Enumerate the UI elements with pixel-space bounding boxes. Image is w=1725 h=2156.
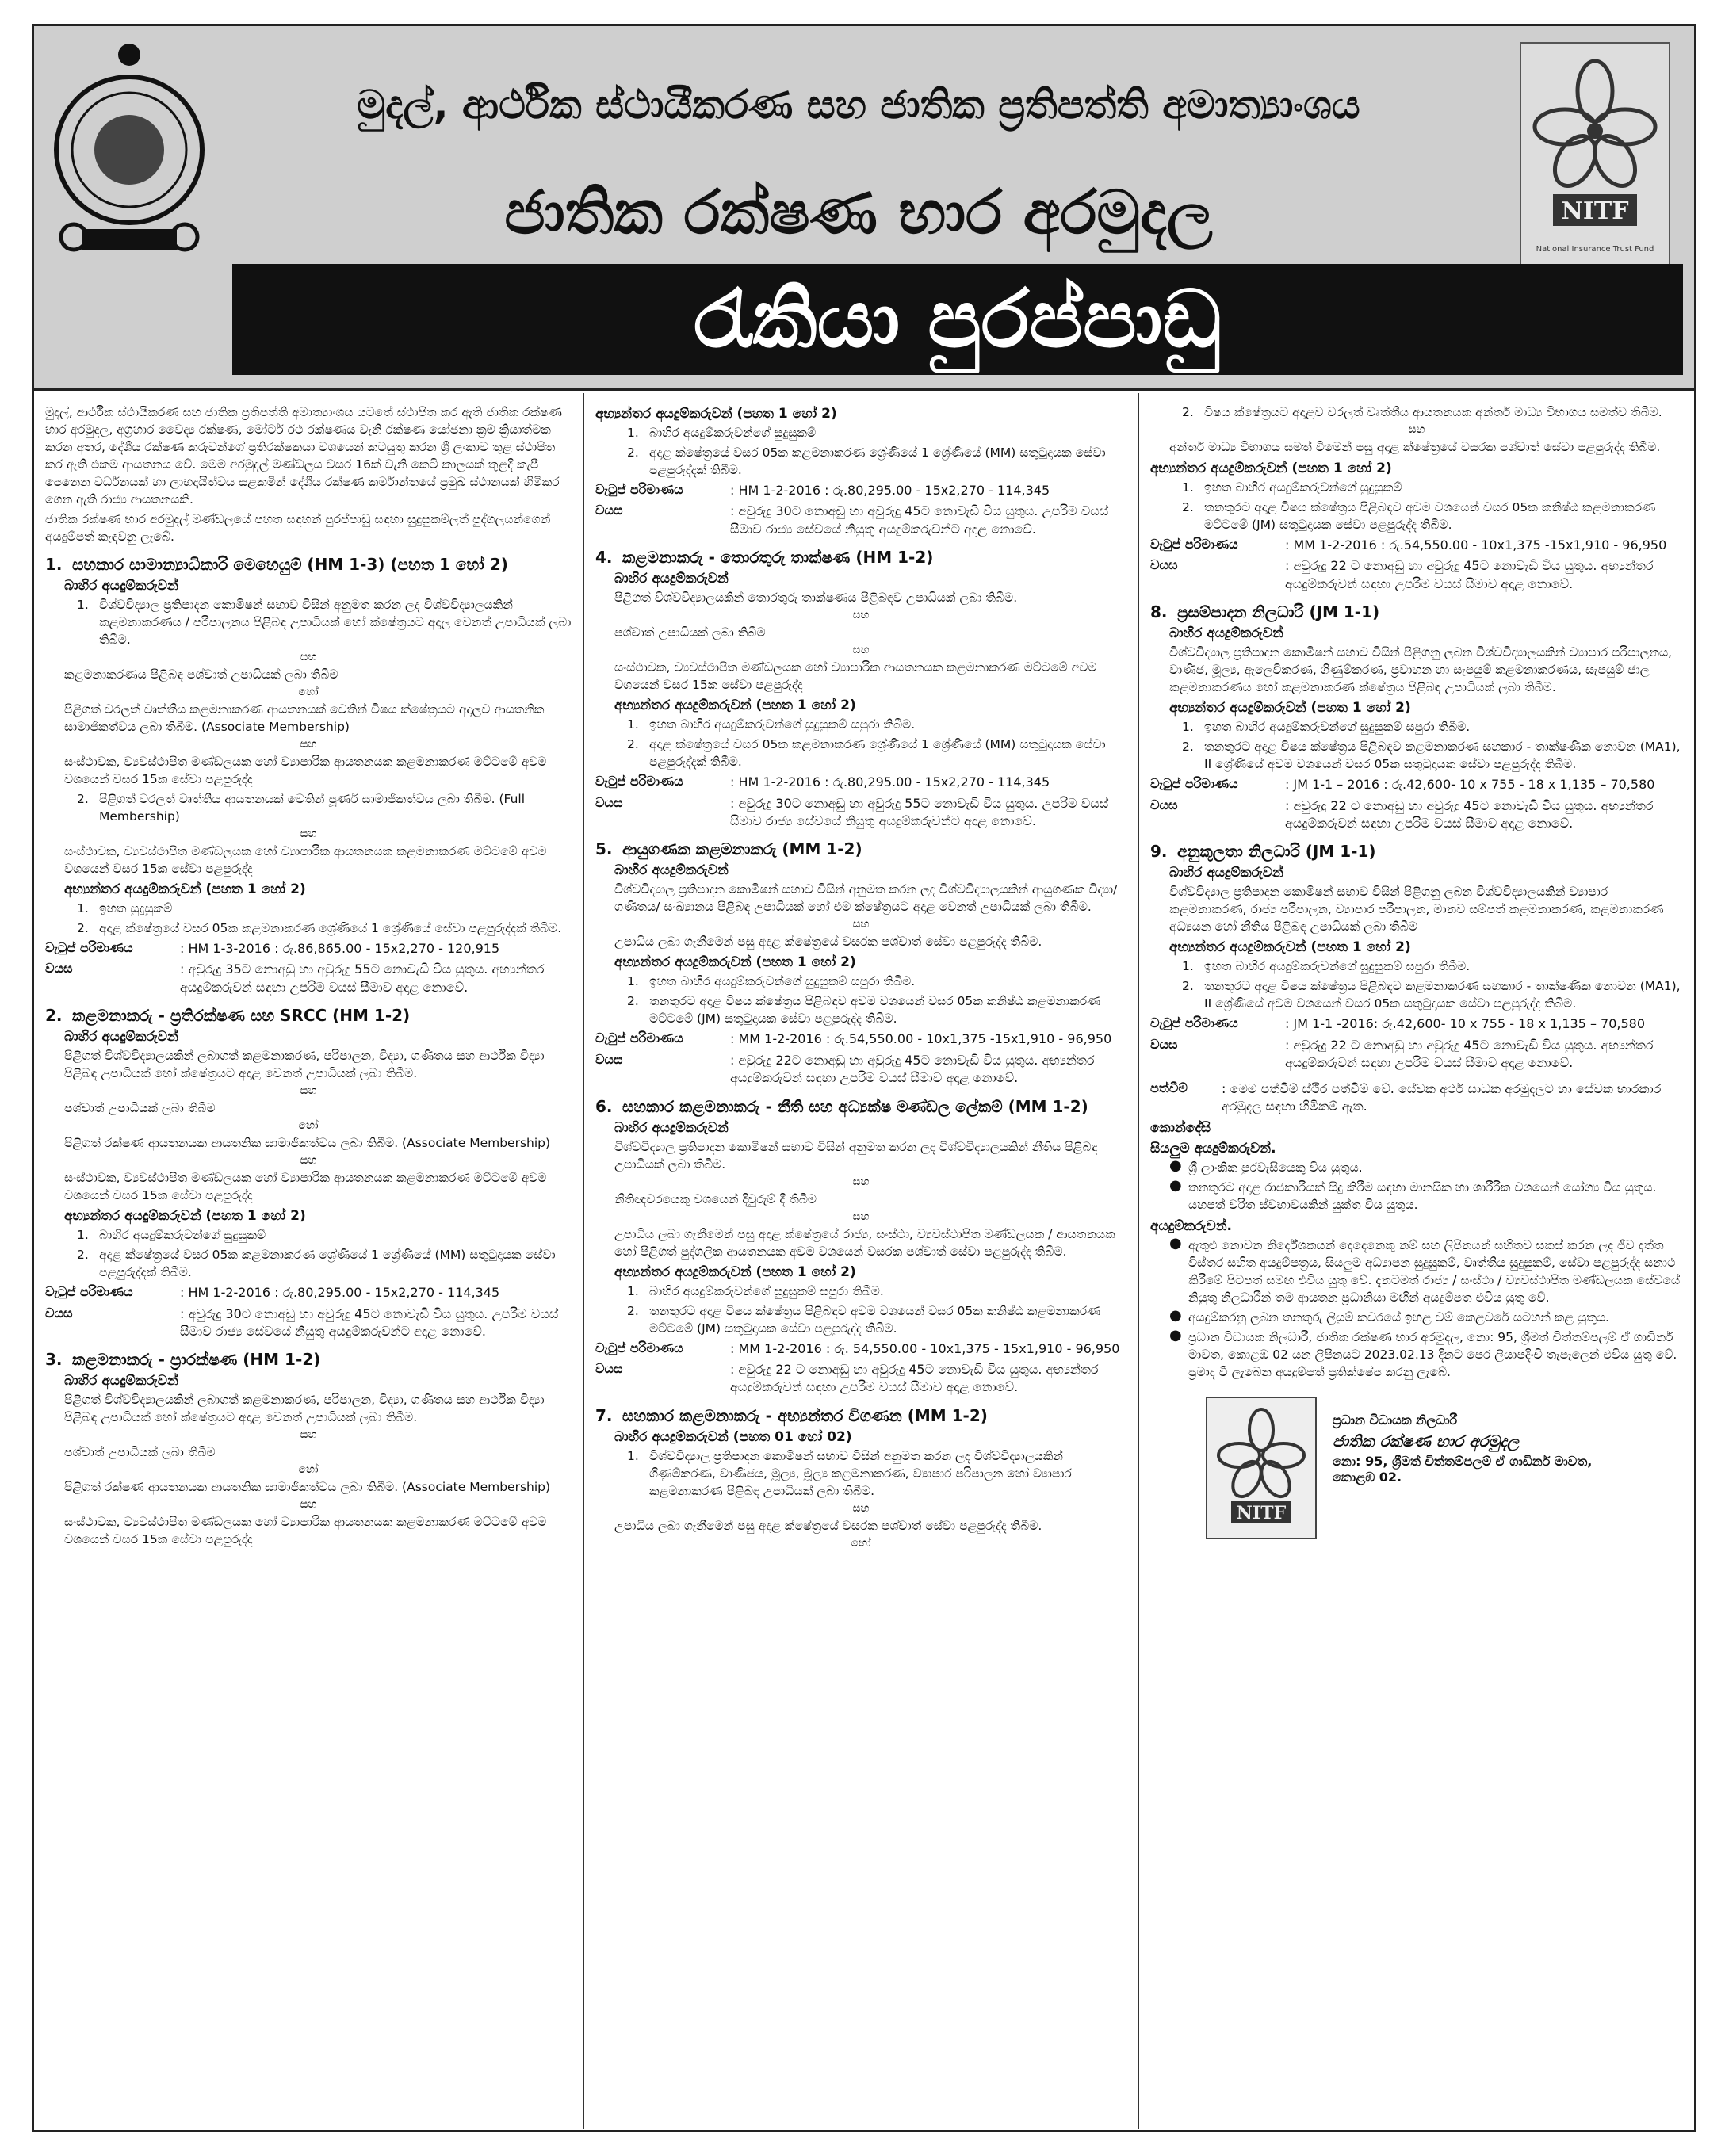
subheading: බාහිර අයදුම්කරුවන්	[614, 862, 729, 879]
bullet-item: ● ප්‍රධාන විධායක නිලධාරී, ජාතික රක්ෂණ භාර අරමුදල, නො: 95, ශ්‍රීමත් චිත්තම්පලම් ඒ ගාඩිනර් මාවත, කොළඹ 02 යන ලිපිනයට 2023.02.13 දිනට පෙර ලියාපදිංචි තැපෑලෙන් එවිය යුතු වේ. ප්‍රමාද වී ලැබෙන අයදුම්පත් ප්‍රතික්ෂේප කරනු ලැබේ.	[1169, 1327, 1677, 1380]
requirement: උපාධිය ලබා ගැනීමෙන් පසු අදාළ ක්ෂේත්‍රයේ රාජ්‍ය, සංස්ථා, ව්‍යවස්ථාපිත මණ්ඩලයක / ආයතනයක හෝ පිළිගත් පුද්ගලික ආයතනයක අවම වශයෙන් වසරක පශ්චාත් සේවා පළපුරුද්ද තිබීම.	[614, 1226, 1115, 1259]
salary-row: වැටුප් පරිමාණය : HM 1-2-2016 : රු.80,295.00 - 15x2,270 - 114,345	[595, 482, 1050, 498]
requirement: පිළිගත් රක්ෂණ ආයතනයක ආයතනික සාමාජිකත්වය ලබා තිබීම. (Associate Membership)	[64, 1136, 551, 1151]
conditions-heading: කොන්දේසි	[1150, 1120, 1211, 1137]
subheading: බාහිර අයදුම්කරුවන්	[614, 571, 729, 587]
list-item: 1. ඉහත බාහිර අයදුම්කරුවන්ගේ සුදුසුකම් සපුරා තිබීම.	[627, 717, 916, 732]
requirement: පිළිගත් විශ්වවිද්‍යාලයකින් ලබාගත් කළමනාකරණ, පරිපාලන, විද්‍යා, ගණිතය සහ ආර්ථික විද්‍යා පිළිබඳ උපාධියක් හෝ ක්ෂේත්‍රයට අදාළ වෙනත් උපාධියක් ලබා තිබීම.	[64, 1393, 545, 1425]
list-item: 2. තනතුරට අදාළ විෂය ක්ෂේත්‍රය පිළිබඳව අවම වශයෙන් වසර 05ක කනිෂ්ඨ කළමනාකරණ මට්ටමේ (JM) සතුටුදායක සේවා පළපුරුද්ද තිබීම.	[627, 994, 1101, 1026]
requirement: විශ්වවිද්‍යාල ප්‍රතිපාදන කොමිෂන් සභාව විසින් පිළිගනු ලබන විශ්වවිද්‍යාලයකින් ව්‍යාපාර කළමනාකරණ, රාජ්‍ය පරිපාලන, ව්‍යාපාර පරිපාලන, මානව සම්පත් කළමනාකරණ, කළමනාකරණ අධ්‍යයන හෝ නීතිය පිළිබඳ උපාධියක් ලබා තිබීම	[1169, 885, 1664, 935]
subheading: අභ්‍යන්තර අයදුම්කරුවන් (පහත 1 හෝ 2)	[595, 406, 837, 422]
signatory-org: ජාතික රක්ෂණ භාර අරමුදල	[1333, 1432, 1520, 1451]
subheading: අභ්‍යන්තර අයදුම්කරුවන් (පහත 1 හෝ 2)	[64, 881, 306, 897]
bullet-item: ● අයදුම්කරනු ලබන තනතුරු ලියුම් කවරයේ ඉහළ වම් කෙළවරේ සටහන් කළ යුතුය.	[1169, 1307, 1609, 1325]
conjunction: සහ	[300, 1084, 317, 1098]
appointment-row: පත්වීම් : මෙම පත්වීම් ස්ථිර පත්වීම් වේ. සේවක අර්ථ සාධක අරමුදලට හා සේවක භාරකාර අරමුදල සඳහා හිමිකම් ඇත.	[1150, 1080, 1662, 1114]
list-item: 1. බාහිර අයදුම්කරුවන්ගේ සුදුසුකම් සපුරා තිබීම.	[627, 1283, 884, 1298]
subheading: අභ්‍යන්තර අයදුම්කරුවන් (පහත 1 හෝ 2)	[614, 1263, 856, 1280]
logo-text: NITF	[1236, 1503, 1287, 1524]
subheading: බාහිර අයදුම්කරුවන්	[614, 1119, 729, 1136]
requirement: විශ්වවිද්‍යාල ප්‍රතිපාදන කොමිෂන් සභාව විසින් අනුමත කරන ලද විශ්වවිද්‍යාලයකින් ආයුගණක විද්‍යා/ගණිතය/ සංඛ්‍යානය පිළිබඳ උපාධියක් හෝ එම ක්ෂේත්‍රයට අදාළ වෙනත් උපාධියක් ලබා තිබීම.	[614, 882, 1118, 915]
salary-row: වැටුප් පරිමාණය : MM 1-2-2016 : රු. 54,550.00 - 10x1,375 - 15x1,910 - 96,950	[595, 1340, 1120, 1356]
post-heading: 5. ආයුගණක කළමනාකරු (MM 1-2)	[595, 839, 862, 859]
salary-row: වැටුප් පරිමාණය : HM 1-2-2016 : රු.80,295.00 - 15x2,270 - 114,345	[45, 1284, 500, 1301]
age-row: වයස : අවුරුදු 22 ට නොඅඩු හා අවුරුදු 45ට නොවැඩි විය යුතුය. අභ්‍යන්තර අයදුම්කරුවන් සඳහා උපරිම වයස් සීමාව අදාළ නොවේ.	[1150, 797, 1654, 831]
conjunction: සහ	[852, 1501, 870, 1515]
subheading: අභ්‍යන්තර අයදුම්කරුවන් (පහත 1 හෝ 2)	[1169, 700, 1411, 717]
requirement: පිළිගත් විශ්වවිද්‍යාලයකින් තොරතුරු තාක්ෂණය පිළිබඳව උපාධියක් ලබා තිබීම.	[614, 591, 1018, 606]
salary-row: වැටුප් පරිමාණය : MM 1-2-2016 : රු.54,550.00 - 10x1,375 -15x1,910 - 96,950	[1150, 537, 1667, 552]
list-item: 1. බාහිර අයදුම්කරුවන්ගේ සුදුසුකම්	[627, 426, 817, 440]
requirement: නීතිඥවරයෙකු වශයෙන් දිවුරුම් දී තිබීම	[614, 1191, 817, 1206]
list-item: 2. තනතුරට අදාළ විෂය ක්ෂේත්‍රය පිළිබඳව කළමනාකරණ සහකාර - තාක්ෂණික නොවන (MA1), II ශ්‍රේණියේ අවම වශයෙන් වසර 05ක සතුටුදායක සේවා පළපුරුද්ද තිබීම.	[1182, 740, 1681, 772]
requirement: උපාධිය ලබා ගැනීමෙන් පසු අදාළ ක්ෂේත්‍රයේ වසරක පශ්චාත් සේවා පළපුරුද්ද තිබීම.	[614, 935, 1042, 950]
salary-row: වැටුප් පරිමාණය : HM 1-2-2016 : රු.80,295.00 - 15x2,270 - 114,345	[595, 774, 1050, 790]
list-item: 2. අදාළ ක්ෂේත්‍රයේ වසර 05ක කළමනාකරණ ශ්‍රේණියේ 1 ශ්‍රේණියේ (MM) සතුටුදායක සේවා පළපුරුද්දක් තිබීම.	[77, 1248, 556, 1280]
list-item: 1. විශ්වවිද්‍යාල ප්‍රතිපාදන කොමිෂන් සභාව විසින් අනුමත කරන ලද විශ්වවිද්‍යාලයකින් ගිණුම්කරණ, වාණිජය, මූල්‍ය, මූල්‍ය කළමනාකරණ, ව්‍යාපාර පරිපාලන හෝ ව්‍යාපාර කළමනාකරණ පිළිබඳ උපාධියක් ලබා තිබීම.	[627, 1448, 1072, 1498]
column-2	[584, 393, 1139, 2129]
list-item: 1. ඉහත බාහිර අයදුම්කරුවන්ගේ සුදුසුකම් සපුරා තිබීම.	[1182, 959, 1471, 974]
requirement: පිළිගත් විශ්වවිද්‍යාලයකින් ලබාගත් කළමනාකරණ, පරිපාලන, විද්‍යා, ගණිතය සහ ආර්ථික විද්‍යා පිළිබඳ උපාධියක් හෝ ක්ෂේත්‍රයට අදාළ වෙනත් උපාධියක් ලබා තිබීම.	[64, 1049, 545, 1081]
subheading: අභ්‍යන්තර අයදුම්කරුවන් (පහත 1 හෝ 2)	[614, 954, 856, 971]
list-item: 2. තනතුරට අදාළ විෂය ක්ෂේත්‍රය පිළිබඳව කළමනාකරණ සහකාර - තාක්ෂණික නොවන (MA1), II ශ්‍රේණියේ අවම වශයෙන් වසර 05ක සතුටුදායක සේවා පළපුරුද්ද තිබීම.	[1182, 979, 1681, 1011]
requirement: පිළිගත් රක්ෂණ ආයතනයක ආයතනික සාමාජිකත්වය ලබා තිබීම. (Associate Membership)	[64, 1480, 551, 1495]
list-item: 1. ඉහත සුදුසුකම්	[77, 901, 173, 916]
subheading: අභ්‍යන්තර අයදුම්කරුවන් (පහත 1 හෝ 2)	[64, 1208, 306, 1225]
requirement: පශ්චාත් උපාධියක් ලබා තිබීම	[64, 1445, 216, 1460]
requirement: අන්තර් මාධ්‍ය විභාගය සමත් වීමෙන් පසු අදාළ ක්ෂේත්‍රයේ වසරක පශ්චාත් සේවා පළපුරුද්ද තිබීම.	[1169, 440, 1661, 454]
bullet-item: ● ශ්‍රී ලාංකික පුරවැසියෙකු විය යුතුය.	[1169, 1157, 1363, 1175]
post-heading: 4. කළමනාකරු - තොරතුරු තාක්ෂණ (HM 1-2)	[595, 548, 934, 568]
body-columns	[34, 393, 1694, 2129]
requirement: සංස්ථාවක, ව්‍යවස්ථාපිත මණ්ඩලයක හෝ ව්‍යාපාරික ආයතනයක කළමනාකරණ මට්ටමේ අවම වශයෙන් වසර 15ක සේවා පළපුරුද්ද	[614, 660, 1097, 693]
post-heading: 7. සහකාර කළමනාකරු - අභ්‍යන්තර විගණන (MM 1-2)	[595, 1405, 988, 1425]
subheading: බාහිර අයදුම්කරුවන්	[64, 1029, 178, 1046]
nitf-logo	[1520, 42, 1670, 272]
subheading: බාහිර අයදුම්කරුවන්	[64, 1373, 178, 1390]
bullet-item: ● ඇතුළු නොවන නිර්දේශකයන් දෙදෙනෙකු නම් සහ ලිපිනයන් සහිතව සකස් කරන ලද ජීව දත්ත විස්තර සහිත අයදුම්පත්‍රය, සියලුම අධ්‍යාපන සුදුසුකම්, වෘත්තීය සුදුසුකම්, සේවා පළපුරුද්ද සනාථ කිරීමේ පිටපත් සමඟ එවිය යුතු වේ. දැනටමත් රාජ්‍ය / සංස්ථා / ව්‍යවස්ථාපිත මණ්ඩලයක සේවයේ නියුතු නිලධාරීන් තම ආයතන ප්‍රධානියා මඟින් අයදුම්පත එවිය යුතු වේ.	[1169, 1235, 1681, 1305]
list-item: 2. අදාළ ක්ෂේත්‍රයේ වසර 05ක කළමනාකරණ ශ්‍රේණියේ 1 ශ්‍රේණියේ (MM) සතුටුදායක සේවා පළපුරුද්දක් තිබීම.	[627, 445, 1106, 477]
list-item: 2. විෂය ක්ෂේත්‍රයට අදාළව වරලත් වෘත්තීය ආයතනයක අන්තර් මාධ්‍ය විභාගය සමත්ව තිබීම.	[1182, 405, 1662, 419]
age-row: වයස : අවුරුදු 30ට නොඅඩු හා අවුරුදු 45ට නොවැඩි විය යුතුය. උපරිම වයස් සීමාව රාජ්‍ය සේවයේ නියුතු අයදුම්කරුවන්ට අදාළ නොවේ.	[595, 503, 1109, 537]
list-item: 1. බාහිර අයදුම්කරුවන්ගේ සුදුසුකම්	[77, 1228, 266, 1243]
conjunction: සහ	[852, 1210, 870, 1223]
signatory-city: කොළඹ 02.	[1333, 1470, 1402, 1485]
age-row: වයස : අවුරුදු 22 ට නොඅඩු හා අවුරුදු 45ට නොවැඩි විය යුතුය. අභ්‍යන්තර අයදුම්කරුවන් සඳහා උපරිම වයස් සීමාව අදාළ නොවේ.	[595, 1360, 1099, 1395]
list-item: 2. අදාළ ක්ෂේත්‍රයේ වසර 05ක කළමනාකරණ ශ්‍රේණියේ 1 ශ්‍රේණියේ සේවා පළපුරුද්දක් තිබීම.	[77, 921, 562, 935]
salary-row: වැටුප් පරිමාණය : HM 1-3-2016 : රු.86,865.00 - 15x2,270 - 120,915	[45, 940, 500, 956]
list-item: 2. තනතුරට අදාළ විෂය ක්ෂේත්‍රය පිළිබඳව අවම වශයෙන් වසර 05ක කනිෂ්ඨ කළමනාකරණ මට්ටමේ (JM) සතුටුදායක සේවා පළපුරුද්ද තිබීම.	[627, 1303, 1101, 1336]
logo-caption: National Insurance Trust Fund	[1536, 245, 1654, 254]
conjunction: සහ	[1408, 423, 1425, 436]
flower-icon	[1521, 44, 1669, 270]
salary-row: වැටුප් පරිමාණය : MM 1-2-2016 : රු.54,550.00 - 10x1,375 -15x1,910 - 96,950	[595, 1030, 1112, 1047]
requirement: පශ්චාත් උපාධියක් ලබා තිබීම	[64, 1101, 216, 1116]
conjunction: සහ	[300, 651, 317, 663]
vacancies-banner: රැකියා පුරප්පාඩු	[232, 264, 1683, 375]
intro-paragraph: ජාතික රක්ෂණ භාර අරමුදල් මණ්ඩලයේ පහත සඳහන් පුරප්පාඩු සඳහා සුදුසුකම්ලත් පුද්ගලයන්ගෙන් අයදුම්පත් කැඳවනු ලැබේ.	[45, 512, 551, 544]
requirement: සංස්ථාවක, ව්‍යවස්ථාපිත මණ්ඩලයක හෝ ව්‍යාපාරික ආයතනයක කළමනාකරණ මට්ටමේ අවම වශයෙන් වසර 15ක සේවා පළපුරුද්ද	[64, 844, 547, 876]
header	[34, 26, 1694, 391]
requirement: සංස්ථාවක, ව්‍යවස්ථාපිත මණ්ඩලයක හෝ ව්‍යාපාරික ආයතනයක කළමනාකරණ මට්ටමේ අවම වශයෙන් වසර 15ක සේවා පළපුරුද්ද	[64, 1171, 547, 1203]
requirement: කළමනාකරණය පිළිබඳ පශ්චාත් උපාධියක් ලබා තිබීම	[64, 667, 338, 682]
conjunction: සහ	[300, 828, 317, 840]
subheading: අභ්‍යන්තර අයදුම්කරුවන් (පහත 1 හෝ 2)	[1169, 939, 1411, 956]
fund-name: ජාතික රක්ෂණ භාර අරමුදල	[504, 177, 1213, 247]
nitf-logo-small	[1206, 1397, 1317, 1539]
conjunction: සහ	[300, 1428, 317, 1442]
conjunction: සහ	[852, 609, 870, 622]
logo-text: NITF	[1561, 197, 1629, 225]
requirement: විශ්වවිද්‍යාල ප්‍රතිපාදන කොමිෂන් සභාව විසින් පිළිගනු ලබන විශ්වවිද්‍යාලයකින් ව්‍යාපාර පරිපාලනය, වාණිජ, මූල්‍ය, ඇලෙවිකරණ, ගිණුම්කරණ, ප්‍රවාහන හා සැපයුම් කළමනාකරණය, සැපයුම් ජාල කළමනාකරණය හෝ කළමනාකරණ ක්ෂේත්‍රය පිළිබඳ උපාධියක් ලබා තිබීම.	[1169, 645, 1673, 695]
list-item: 1. ඉහත බාහිර අයදුම්කරුවන්ගේ සුදුසුකම්	[1182, 480, 1402, 495]
conjunction: සහ	[852, 644, 870, 657]
age-row: වයස : අවුරුදු 22 ට නොඅඩු හා අවුරුදු 45ට නොවැඩි විය යුතුය. අභ්‍යන්තර අයදුම්කරුවන් සඳහා උපරිම වයස් සීමාව අදාළ නොවේ.	[1150, 557, 1654, 591]
intro-paragraph: මුදල්, ආර්ථික ස්ථායීකරණ සහ ජාතික ප්‍රතිපත්ති අමාත්‍යාංශය යටතේ ස්ථාපිත කර ඇති ජාතික රක්ෂණ භාර අරමුදල, අග්‍රහාර වෛද්‍ය රක්ෂණ, මෝටර් රථ රක්ෂණය වැනි රක්ෂණ යෝජනා ක්‍රම ක්‍රියාත්මක කරන අතර, දේශීය රක්ෂණ කරුවන්ගේ ප්‍රතිරක්ෂකයා වශයෙන් කටයුතු කරන ශ්‍රී ලංකාව තුළ ස්ථාපිත කර ඇති එකම ආයතනය වේ. මෙම අරමුදල් මණ්ඩලය වසර 16ක් වැනි කෙටි කාලයක් තුළදී කැපී පෙනෙන වර්ධනයක් හා ලාභදායීත්වය සළකමින් දේශීය රක්ෂණ කර්මාන්තයේ ප්‍රමුඛ ස්ථානයක් හිමිකර ගෙන ඇති රාජ්‍ය ආයතනයකි.	[45, 405, 562, 507]
signature-block	[1150, 1397, 1683, 1555]
post-heading: 1. සහකාර සාමාන්‍යාධිකාරි මෙහෙයුම් (HM 1-3) (පහත 1 හෝ 2)	[45, 555, 508, 574]
conjunction: සහ	[852, 918, 870, 931]
requirement: උපාධිය ලබා ගැනීමෙන් පසු අදාළ ක්ෂේත්‍රයේ වසරක පශ්චාත් සේවා පළපුරුද්ද තිබීම.	[614, 1518, 1042, 1533]
subheading: අභ්‍යන්තර අයදුම්කරුවන් (පහත 1 හෝ 2)	[1150, 461, 1392, 476]
subheading: බාහිර අයදුම්කරුවන්	[1169, 865, 1283, 881]
conjunction: සහ	[300, 1498, 317, 1512]
age-row: වයස : අවුරුදු 30ට නොඅඩු හා අවුරුදු 45ට නොවැඩි විය යුතුය. උපරිම වයස් සීමාව රාජ්‍ය සේවයේ නියුතු අයදුම්කරුවන්ට අදාළ නොවේ.	[45, 1305, 559, 1339]
list-item: 2. තනතුරට අදාළ විෂය ක්ෂේත්‍රය පිළිබඳව අවම වශයෙන් වසර 05ක කනිෂ්ඨ කළමනාකරණ මට්ටමේ (JM) සතුටුදායක සේවා පළපුරුද්ද තිබීම.	[1182, 500, 1656, 532]
list-item: 1. ඉහත බාහිර අයදුම්කරුවන්ගේ සුදුසුකම් සපුරා තිබීම.	[627, 974, 916, 989]
salary-row: වැටුප් පරිමාණය : JM 1-1 – 2016 : රු.42,600- 10 x 755 - 18 x 1,135 – 70,580	[1150, 776, 1655, 793]
list-item: 1. ඉහත බාහිර අයදුම්කරුවන්ගේ සුදුසුකම් සපුරා තිබීම.	[1182, 720, 1471, 735]
list-item: 2. පිළිගත් වරලත් වෘත්තීය ආයතනයක් වෙතින් පූර්ණ සාමාජිකත්වය ලබා තිබීම. (Full Membership)	[77, 792, 526, 824]
requirement: සංස්ථාවක, ව්‍යවස්ථාපිත මණ්ඩලයක හෝ ව්‍යාපාරික ආයතනයක කළමනාකරණ මට්ටමේ අවම වශයෙන් වසර 15ක සේවා පළපුරුද්ද	[64, 1515, 547, 1547]
requirement: පශ්චාත් උපාධියක් ලබා තිබීම	[614, 625, 766, 640]
subheading: බාහිර අයදුම්කරුවන්	[1169, 625, 1283, 642]
national-emblem-icon	[50, 39, 208, 277]
salary-row: වැටුප් පරිමාණය : JM 1-1 -2016: රු.42,600- 10 x 755 - 18 x 1,135 – 70,580	[1150, 1015, 1646, 1032]
column-3	[1139, 393, 1694, 2129]
requirement: පිළිගත් වරලත් වෘත්තීය කළමනාකරණ ආයතනයක් වෙතින් විෂය ක්ෂේත්‍රයට අදාලව ආයතනික සාමාජිකත්වය ලබා තිබීම. (Associate Membership)	[64, 702, 545, 734]
column-1	[34, 393, 584, 2129]
post-heading: 9. අනුකූලතා නිලධාරි (JM 1-1)	[1150, 842, 1376, 862]
list-item: 1. විශ්වවිද්‍යාල ප්‍රතිපාදන කොමිෂන් සභාව විසින් අනුමත කරන ලද විශ්වවිද්‍යාලයකින් කළමනාකරණය / පරිපාලනය පිළිබඳ උපාධියක් හෝ ක්ෂේත්‍රයට අදාල වෙනත් උපාධියක් ලබා තිබීම.	[77, 598, 572, 647]
post-heading: 3. කළමනාකරු - ප්‍රාරක්ෂණ (HM 1-2)	[45, 1350, 321, 1370]
post-heading: 6. සහකාර කළමනාකරු - නීති සහ අධ්‍යක්ෂ මණ්ඩල ලේකම් (MM 1-2)	[595, 1096, 1088, 1116]
list-item: 2. අදාළ ක්ෂේත්‍රයේ වසර 05ක කළමනාකරණ ශ්‍රේණියේ 1 ශ්‍රේණියේ (MM) සතුටුදායක සේවා පළපුරුද්දක් තිබීම.	[627, 737, 1106, 770]
conjunction: සහ	[852, 1175, 870, 1188]
flower-icon	[1207, 1398, 1315, 1538]
subheading: අභ්‍යන්තර අයදුම්කරුවන් (පහත 1 හෝ 2)	[614, 698, 856, 714]
signatory-address: නො: 95, ශ්‍රීමත් චිත්තම්පලම් ඒ ගාඩිනර් මාවත,	[1333, 1454, 1593, 1470]
age-row: වයස : අවුරුදු 30ට නොඅඩු හා අවුරුදු 55ට නොවැඩි විය යුතුය. උපරිම වයස් සීමාව රාජ්‍ය සේවයේ නියුතු අයදුම්කරුවන්ට අදාළ නොවේ.	[595, 794, 1109, 828]
notice	[32, 24, 1696, 2132]
all-applicants-heading: සියලුම අයදුම්කරුවන්.	[1150, 1141, 1276, 1157]
age-row: වයස : අවුරුදු 35ට නොඅඩු හා අවුරුදු 55ට නොවැඩි විය යුතුය. අභ්‍යන්තර අයදුම්කරුවන් සඳහා උපරිම වයස් සීමාව අදාළ නොවේ.	[45, 961, 545, 995]
applicants-heading: අයදුම්කරුවන්.	[1150, 1218, 1232, 1235]
bullet-item: ● තනතුරට අදාළ රාජකාරියක් සිදු කිරීම සඳහා මානසික හා ශාරීරික වශයෙන් යෝග්‍ය විය යුතුය. යහපත් චරිත ස්වභාවයකින් යුක්ත විය යුතුය.	[1169, 1177, 1657, 1213]
conjunction: හෝ	[298, 1119, 319, 1133]
post-heading: 2. කළමනාකරු - ප්‍රතිරක්ෂණ සහ SRCC (HM 1-2)	[45, 1006, 411, 1026]
age-row: වයස : අවුරුදු 22 ට නොඅඩු හා අවුරුදු 45ට නොවැඩි විය යුතුය. අභ්‍යන්තර අයදුම්කරුවන් සඳහා උපරිම වයස් සීමාව අදාළ නොවේ.	[1150, 1036, 1654, 1071]
conjunction: සහ	[300, 1154, 317, 1168]
subheading: බාහිර අයදුම්කරුවන් (පහත 01 හෝ 02)	[614, 1428, 852, 1445]
post-heading: 8. ප්‍රසම්පාදන නිලධාරි (JM 1-1)	[1150, 602, 1380, 622]
age-row: වයස : අවුරුදු 22ට නොඅඩු හා අවුරුදු 45ට නොවැඩි විය යුතුය. අභ්‍යන්තර අයදුම්කරුවන් සඳහා උපරිම වයස් සීමාව අදාළ නොවේ.	[595, 1051, 1095, 1086]
conjunction: හෝ	[851, 1536, 871, 1550]
subheading: බාහිර අයදුම්කරුවන්	[64, 578, 178, 594]
requirement: සංස්ථාවක, ව්‍යවස්ථාපිත මණ්ඩලයක හෝ ව්‍යාපාරික ආයතනයක කළමනාකරණ මට්ටමේ අවම වශයෙන් වසර 15ක සේවා පළපුරුද්ද	[64, 755, 547, 786]
conjunction: සහ	[300, 738, 317, 751]
conjunction: හෝ	[298, 686, 319, 698]
ministry-name: මුදල්, ආර්ථික ස්ථායීකරණ සහ ජාතික ප්‍රතිපත්ති අමාත්‍යාංශය	[357, 82, 1360, 128]
conjunction: හෝ	[298, 1463, 319, 1477]
requirement: විශ්වවිද්‍යාල ප්‍රතිපාදන කොමිෂන් සභාව විසින් අනුමත කරන ලද විශ්වවිද්‍යාලයකින් නීතිය පිළිබඳ උපාධියක් ලබා තිබීම.	[614, 1139, 1098, 1172]
signatory-title: ප්‍රධාන විධායක නිලධාරී	[1333, 1412, 1458, 1428]
